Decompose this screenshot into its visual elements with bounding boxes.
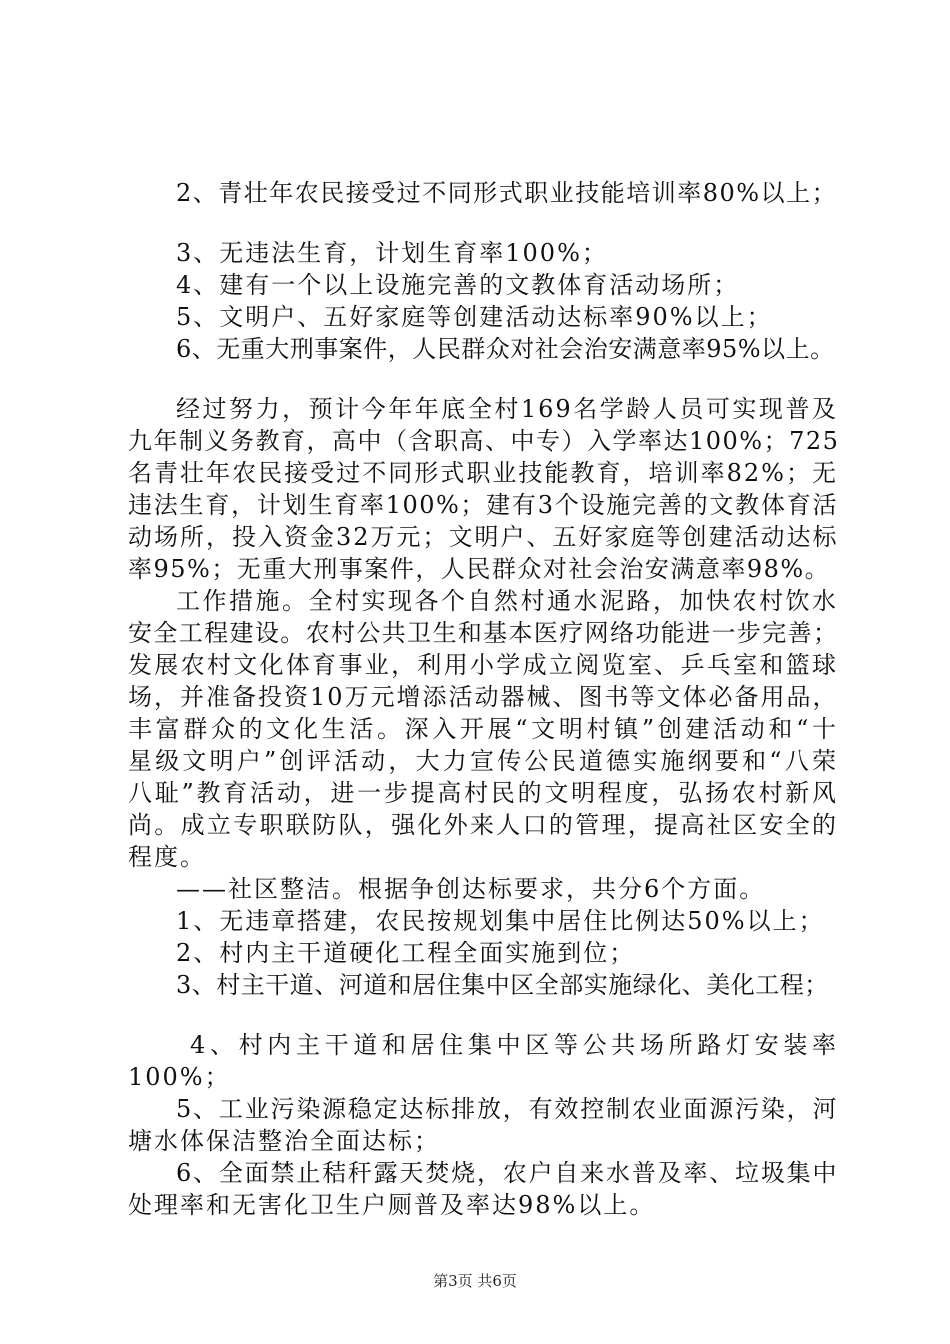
paragraph-line: 程度。 (128, 843, 206, 871)
list-item: 4、建有一个以上设施完善的文教体育活动场所； (176, 271, 740, 299)
list-item: 3、村主干道、河道和居住集中区全部实施绿化、美化工程； (176, 971, 829, 999)
list-item: 2、青壮年农民接受过不同形式职业技能培训率80%以上； (176, 179, 838, 207)
list-item: 5、文明户、五好家庭等创建活动达标率90%以上； (176, 303, 773, 331)
paragraph-line: 违法生育，计划生育率100%；建有3个设施完善的文教体育活 (128, 491, 838, 519)
paragraph-line: 九年制义务教育，高中（含职高、中专）入学率达100%；725 (128, 427, 840, 455)
list-item: 6、全面禁止秸秆露天焚烧，农户自来水普及率、垃圾集中 (176, 1159, 838, 1187)
list-item: 2、村内主干道硬化工程全面实施到位； (176, 939, 636, 967)
list-item: 塘水体保洁整治全面达标； (128, 1127, 440, 1155)
list-item: 5、工业污染源稳定达标排放，有效控制农业面源污染，河 (176, 1095, 838, 1123)
list-item: 100%； (128, 1063, 231, 1091)
paragraph-line: 工作措施。全村实现各个自然村通水泥路，加快农村饮水 (176, 587, 838, 615)
paragraph-line: 名青壮年农民接受过不同形式职业技能教育，培训率82%；无 (128, 459, 838, 487)
list-item: 处理率和无害化卫生户厕普及率达98%以上。 (128, 1191, 656, 1219)
paragraph-line: 尚。成立专职联防队，强化外来人口的管理，提高社区安全的 (128, 811, 838, 839)
paragraph-line: 八耻”教育活动，进一步提高村民的文明程度，弘扬农村新风 (128, 779, 838, 807)
paragraph-line: 率95%；无重大刑事案件，人民群众对社会治安满意率98%。 (128, 555, 831, 583)
paragraph-line: 安全工程建设。农村公共卫生和基本医疗网络功能进一步完善； (128, 619, 838, 647)
paragraph-line: 发展农村文化体育事业，利用小学成立阅览室、乒乓室和篮球 (128, 651, 838, 679)
section-heading: ——社区整洁。根据争创达标要求，共分6个方面。 (176, 875, 766, 903)
paragraph-line: 场，并准备投资10万元增添活动器械、图书等文体必备用品， (128, 683, 839, 711)
paragraph-line: 丰富群众的文化生活。深入开展“文明村镇”创建活动和“十 (128, 715, 838, 743)
paragraph-line: 动场所，投入资金32万元；文明户、五好家庭等创建活动达标 (128, 523, 839, 551)
list-item: 6、无重大刑事案件，人民群众对社会治安满意率95%以上。 (176, 335, 835, 363)
list-item: 3、无违法生育，计划生育率100%； (176, 239, 608, 267)
list-item: 4、村内主干道和居住集中区等公共场所路灯安装率 (190, 1031, 838, 1059)
paragraph-line: 经过努力，预计今年年底全村169名学龄人员可实现普及 (176, 395, 838, 423)
list-item: 1、无违章搭建，农民按规划集中居住比例达50%以上； (176, 907, 825, 935)
paragraph-line: 星级文明户”创评活动，大力宣传公民道德实施纲要和“八荣 (128, 747, 838, 775)
page-number: 第3页 共6页 (433, 1272, 517, 1290)
